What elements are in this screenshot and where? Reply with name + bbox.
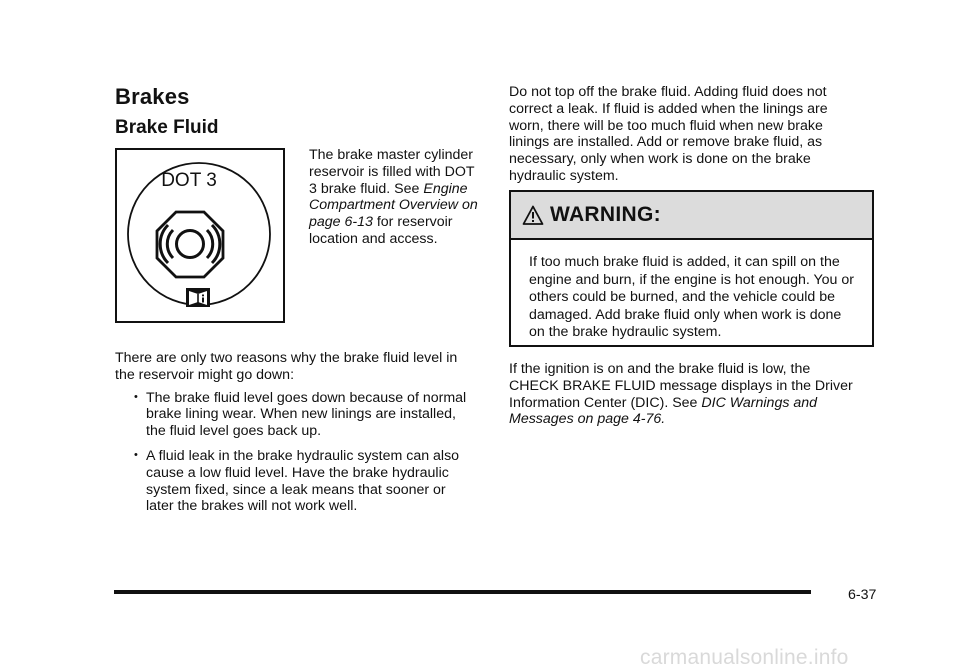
right-column-paragraph <box>509 84 849 185</box>
warning-triangle-icon <box>522 205 544 226</box>
dot3-label: DOT 3 <box>161 170 217 191</box>
caption-text-end: for reservoir location and access. <box>309 214 453 247</box>
dic-text-end: . <box>661 411 666 428</box>
list-item-text: A fluid leak in the brake hydraulic system can also cause a low fluid level. Have the brake hydraulic system fixed, since a leak means that sooner or later the brakes will not work well. <box>146 447 460 515</box>
footer-rule <box>114 590 811 594</box>
intro-paragraph: There are only two reasons why the brake fluid level in the reservoir might go down: <box>115 350 458 383</box>
dic-paragraph <box>509 361 859 428</box>
owner-manual-icon <box>186 288 210 307</box>
bullet-icon: • <box>134 390 138 403</box>
figure-caption <box>309 147 479 248</box>
bullet-icon: • <box>134 448 138 461</box>
warning-box <box>509 190 874 347</box>
list-item <box>115 448 475 515</box>
dic-text: If the ignition is on and the brake fluid is low, the CHECK BRAKE FLUID message displays in the Driver Information Center (DIC). See <box>509 361 853 411</box>
engine-compartment-reference-link[interactable]: Engine Compartment Overview on page 6-13 <box>309 180 478 231</box>
warning-header <box>511 192 872 240</box>
dic-warnings-reference-link[interactable]: DIC Warnings and Messages on page 4-76 <box>509 394 818 428</box>
brake-warning-icon <box>157 212 223 277</box>
reasons-list <box>115 390 475 516</box>
page-number: 6-37 <box>848 587 877 603</box>
list-item <box>115 390 475 440</box>
warning-title: WARNING: <box>550 203 661 226</box>
page-title: Brakes <box>115 84 190 109</box>
reservoir-cap-illustration <box>117 150 283 321</box>
list-item-text: The brake fluid level goes down because of normal brake lining wear. When new linings are installed, the fluid level goes back up. <box>146 389 467 440</box>
watermark: carmanualsonline.info <box>640 646 849 669</box>
left-column-body <box>115 350 475 523</box>
caption-text: The brake master cylinder reservoir is filled with DOT 3 brake fluid. See <box>309 147 475 197</box>
warning-text: If too much brake fluid is added, it can spill on the engine and burn, if the engine is hot enough. You or others could be burned, and the vehicle could be damaged. Add brake fluid only when work is done on the brake hydraulic system. <box>529 254 855 341</box>
section-title: Brake Fluid <box>115 117 219 138</box>
top-off-paragraph: Do not top off the brake fluid. Adding fluid does not correct a leak. If fluid is added when the linings are worn, there will be too much fluid when new brake linings are installed. Add or remove brake fluid, as necessary, only when work is done on the brake hydraulic system. <box>509 84 828 184</box>
brake-reservoir-cap-figure <box>115 148 285 323</box>
